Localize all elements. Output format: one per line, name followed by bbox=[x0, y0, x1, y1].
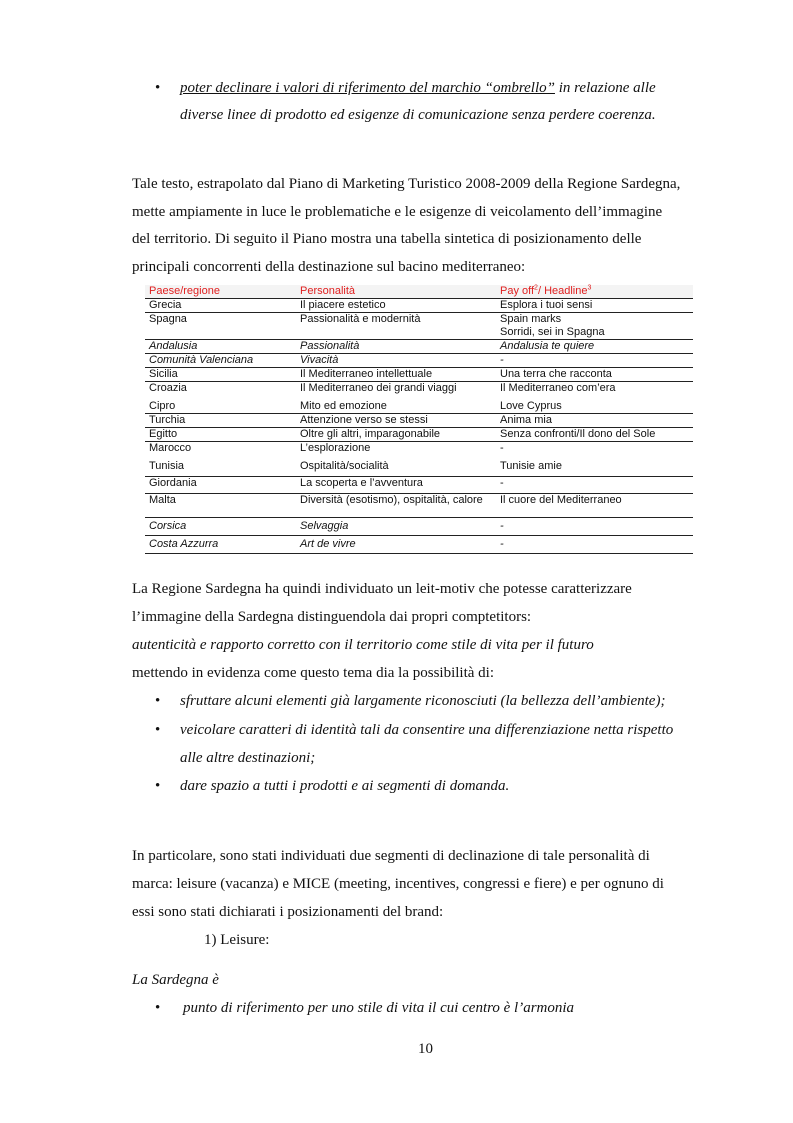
cell-country: Spagna bbox=[145, 313, 296, 327]
bullet-item: veicolare caratteri di identità tali da consentire una differenziazione netta rispetto bbox=[180, 722, 674, 738]
cell-country: Comunità Valenciana bbox=[145, 354, 296, 368]
intro-bullet-rest: in relazione alle bbox=[554, 80, 656, 96]
intro-bullet-line2: diverse linee di prodotto ed esigenze di comunicazione senza perdere coerenza. bbox=[180, 107, 656, 123]
para4-line: essi sono stati dichiarati i posizionamenti del brand: bbox=[132, 904, 444, 920]
header-headline-label: / Headline bbox=[537, 285, 588, 297]
cell-payoff: - bbox=[496, 354, 693, 368]
cell-personality: Diversità (esotismo), ospitalità, calore bbox=[296, 494, 496, 518]
table-row bbox=[145, 326, 693, 340]
cell-payoff: - bbox=[496, 442, 693, 461]
header-footnote-2: 2 bbox=[534, 284, 538, 292]
cell-personality: Mito ed emozione bbox=[296, 400, 496, 414]
cell-payoff: Una terra che racconta bbox=[496, 368, 693, 382]
cell-country: Sicilia bbox=[145, 368, 296, 382]
cell-personality: Passionalità bbox=[296, 340, 496, 354]
table-row bbox=[145, 428, 693, 442]
bullet-glyph: • bbox=[155, 693, 161, 709]
cell-personality: Oltre gli altri, imparagonabile bbox=[296, 428, 496, 442]
intro-bullet-line1 bbox=[180, 79, 656, 97]
cell-personality: Passionalità e modernità bbox=[296, 313, 496, 327]
header-country: Paese/regione bbox=[145, 285, 296, 299]
table-row bbox=[145, 536, 693, 554]
para3: mettendo in evidenza come questo tema dia la possibilità di: bbox=[132, 665, 494, 681]
bullet-glyph: • bbox=[155, 722, 161, 738]
leitmotiv: autenticità e rapporto corretto con il territorio come stile di vita per il futuro bbox=[132, 637, 594, 653]
header-payoff-label: Pay off bbox=[500, 285, 535, 297]
cell-personality bbox=[296, 326, 496, 340]
table-row bbox=[145, 477, 693, 494]
page-number: 10 bbox=[418, 1041, 433, 1057]
table-row bbox=[145, 382, 693, 401]
table-row bbox=[145, 494, 693, 518]
cell-country: Marocco bbox=[145, 442, 296, 461]
para4-line: In particolare, sono stati individuati due segmenti di declinazione di tale personalità di bbox=[132, 848, 650, 864]
header-personality: Personalità bbox=[296, 285, 496, 299]
cell-personality: Il Mediterraneo intellettuale bbox=[296, 368, 496, 382]
cell-country: Corsica bbox=[145, 518, 296, 536]
table-row bbox=[145, 414, 693, 428]
table-row bbox=[145, 354, 693, 368]
cell-country: Croazia bbox=[145, 382, 296, 401]
cell-payoff: Andalusia te quiere bbox=[496, 340, 693, 354]
cell-country: Grecia bbox=[145, 299, 296, 313]
cell-country: Tunisia bbox=[145, 460, 296, 477]
para2-line: l’immagine della Sardegna distinguendola dai propri comptetitors: bbox=[132, 609, 532, 625]
para4-line: marca: leisure (vacanza) e MICE (meeting, incentives, congressi e fiere) e per ognuno di bbox=[132, 876, 664, 892]
cell-payoff: Senza confronti/Il dono del Sole bbox=[496, 428, 693, 442]
table-header-row bbox=[145, 285, 693, 299]
intro-bullet-underlined: poter declinare i valori di riferimento del marchio “ombrello” bbox=[180, 80, 555, 96]
cell-country: Egitto bbox=[145, 428, 296, 442]
para2-line: La Regione Sardegna ha quindi individuato un leit-motiv che potesse caratterizzare bbox=[132, 581, 632, 597]
table-row bbox=[145, 368, 693, 382]
table-row bbox=[145, 313, 693, 327]
para1-line: Tale testo, estrapolato dal Piano di Marketing Turistico 2008-2009 della Regione Sardegna, bbox=[132, 176, 681, 192]
cell-personality: L’esplorazione bbox=[296, 442, 496, 461]
cell-payoff: Esplora i tuoi sensi bbox=[496, 299, 693, 313]
cell-personality: Ospitalità/socialità bbox=[296, 460, 496, 477]
cell-payoff: Il cuore del Mediterraneo bbox=[496, 494, 693, 518]
table-row bbox=[145, 299, 693, 313]
bullet-item: dare spazio a tutti i prodotti e ai segmenti di domanda. bbox=[180, 778, 510, 794]
cell-country: Giordania bbox=[145, 477, 296, 494]
bullet-glyph: • bbox=[155, 80, 161, 96]
cell-payoff: Love Cyprus bbox=[496, 400, 693, 414]
cell-personality: Attenzione verso se stessi bbox=[296, 414, 496, 428]
cell-personality: Il piacere estetico bbox=[296, 299, 496, 313]
cell-personality: Il Mediterraneo dei grandi viaggi bbox=[296, 382, 496, 401]
cell-payoff: Anima mia bbox=[496, 414, 693, 428]
cell-country: Cipro bbox=[145, 400, 296, 414]
para1-line: principali concorrenti della destinazione sul bacino mediterraneo: bbox=[132, 259, 526, 275]
header-footnote-3: 3 bbox=[587, 284, 592, 292]
cell-payoff: Il Mediterraneo com’era bbox=[496, 382, 693, 401]
numbered-item-leisure: 1) Leisure: bbox=[204, 932, 270, 948]
cell-country: Turchia bbox=[145, 414, 296, 428]
para1-line: del territorio. Di seguito il Piano mostra una tabella sintetica di posizionamento delle bbox=[132, 231, 642, 247]
cell-payoff: - bbox=[496, 536, 693, 554]
bullet-glyph: • bbox=[155, 778, 161, 794]
cell-payoff: Tunisie amie bbox=[496, 460, 693, 477]
table-row bbox=[145, 460, 693, 477]
bullet-glyph: • bbox=[155, 1000, 161, 1016]
cell-payoff: Sorridi, sei in Spagna bbox=[496, 326, 693, 340]
cell-payoff: - bbox=[496, 477, 693, 494]
cell-country bbox=[145, 326, 296, 340]
subhead: La Sardegna è bbox=[132, 972, 219, 988]
cell-country: Costa Azzurra bbox=[145, 536, 296, 554]
table-row bbox=[145, 518, 693, 536]
last-bullet-item: punto di riferimento per uno stile di vita il cui centro è l’armonia bbox=[183, 1000, 575, 1016]
cell-payoff: - bbox=[496, 518, 693, 536]
cell-country: Andalusia bbox=[145, 340, 296, 354]
cell-country: Malta bbox=[145, 494, 296, 518]
table-row bbox=[145, 400, 693, 414]
para1-line: mette ampiamente in luce le problematiche e le esigenze di veicolamento dell’immagine bbox=[132, 204, 663, 220]
cell-personality: Selvaggia bbox=[296, 518, 496, 536]
cell-personality: Art de vivre bbox=[296, 536, 496, 554]
header-payoff bbox=[496, 285, 693, 299]
table-row bbox=[145, 442, 693, 461]
table-row bbox=[145, 340, 693, 354]
cell-payoff: Spain marks bbox=[496, 313, 693, 327]
bullet-item: sfruttare alcuni elementi già largamente riconosciuti (la bellezza dell’ambiente); bbox=[180, 693, 666, 709]
positioning-table bbox=[145, 285, 693, 554]
cell-personality: Vivacità bbox=[296, 354, 496, 368]
cell-personality: La scoperta e l’avventura bbox=[296, 477, 496, 494]
bullet-item-continued: alle altre destinazioni; bbox=[180, 750, 316, 766]
